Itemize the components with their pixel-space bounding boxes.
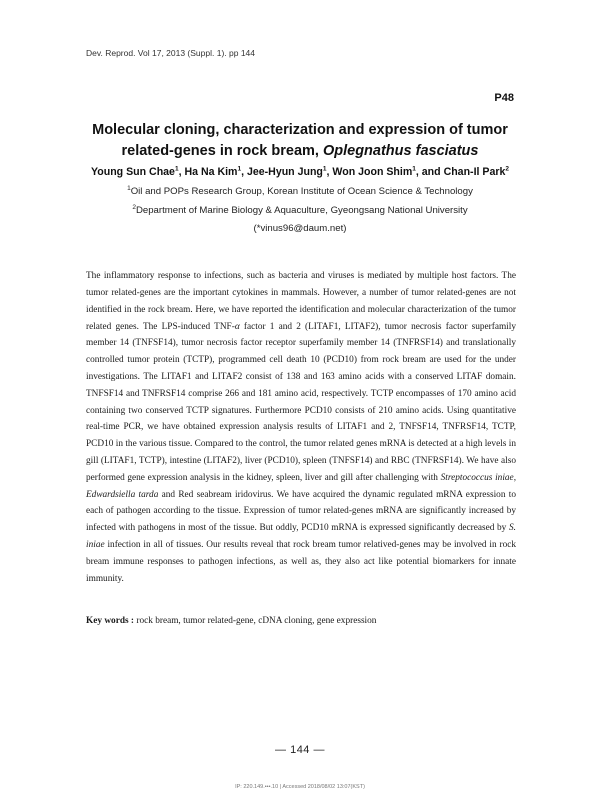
page-number: ― 144 ―	[275, 744, 325, 756]
keywords-text: rock bream, tumor related-gene, cDNA cloning, gene expression	[134, 616, 377, 626]
abstract-body	[86, 268, 516, 587]
author-separator: ,	[178, 166, 185, 178]
abstract-separator: ,	[513, 472, 517, 483]
affiliation-2-text: Department of Marine Biology & Aquaculture, Gyeongsang National University	[135, 205, 468, 216]
affiliation-1	[70, 186, 530, 197]
title-main: Molecular cloning, characterization and expression of tumor related-genes in rock bream,	[92, 122, 508, 159]
keywords	[86, 616, 376, 626]
abstract-part-2: factor 1 and 2 (LITAF1, LITAF2), tumor necrosis factor superfamily member 14 (TNFSF14), tumor necrosis factor receptor superfamily member 14 (TNFRSF14) and translationally controlled tumor protein (TCTP), programmed cell death 10 (PCD10) from rock bream are used for the under investigations. The LITAF1 and LITAF2 consist of 138 and 163 amino acids with a conserved LITAF domain. TNFSF14 and TNFRSF14 comprise 266 and 181 amino acid, respectively. TCTP encompasses of 170 amino acid containing two conserved TCTP signatures. Furthermore PCD10 consists of 210 amino acids. Using quantitative real-time PCR, we have obtained expression analysis results of LITAF1 and 2, TNFSF14, TNFRSF14, TCTP, PCD10 in the various tissue. Compared to the control, the tumor related genes mRNA is detected at a high levels in gill (LITAF1, TCTP), intestine (LITAF2), liver (PCD10), spleen (TNFSF14) and RBC (TNFRSF14). We have also performed gene expression analysis in the kidney, spleen, liver and gill after challenging with	[86, 321, 516, 483]
affiliation-1-number: 1	[127, 184, 131, 192]
pathogen-edwardsiella: Edwardsiella tarda	[86, 489, 159, 500]
abstract-part-4: infection in all of tissues. Our results reveal that rock bream tumor relatived-genes may be involved in rock bream immune responses to pathogen infections, as well as, they also act like potential biomarkers for innate immunity.	[86, 540, 516, 584]
paper-title	[86, 120, 514, 162]
abstract-part-1: The inflammatory response to infections, such as bacteria and viruses is mediated by multiple host factors. The tumor related-genes are the important cytokines in mammals. However, a number of tumor related-genes are not identified in the rock bream. Here, we have reported the identification and molecular characterization of the tumor related genes. The LPS-induced TNF-	[86, 271, 516, 332]
author-affiliation-mark: 2	[505, 165, 510, 173]
author-name: Chan-Il Park	[443, 166, 506, 178]
author-separator: , and	[415, 166, 444, 178]
journal-reference: Dev. Reprod. Vol 17, 2013 (Suppl. 1). pp 144	[86, 48, 256, 58]
affiliation-2	[70, 205, 530, 216]
affiliation-2-number: 2	[132, 203, 136, 211]
access-footer: IP: 220.149.•••.10 | Accessed 2018/08/02 13:07(KST)	[235, 784, 365, 790]
author-name: Jee-Hyun Jung	[246, 166, 323, 178]
pathogen-s-iniae: S. iniae	[86, 523, 516, 551]
corresponding-email: (*vinus96@daum.net)	[253, 223, 347, 234]
author-separator: ,	[326, 166, 333, 178]
keywords-label: Key words :	[86, 616, 135, 626]
author-name: Young Sun Chae	[90, 166, 175, 178]
affiliation-1-text: Oil and POPs Research Group, Korean Institute of Ocean Science & Technology	[130, 186, 473, 197]
title-species: Oplegnathus fasciatus	[322, 143, 479, 159]
author-affiliation-mark: 1	[322, 165, 327, 173]
author-name: Won Joon Shim	[332, 166, 413, 178]
abstract-part-3: and Red seabream iridovirus. We have acquired the dynamic regulated mRNA expression to each of pathogen according to the tissue. Expression of tumor related-genes mRNA are significantly increased by infected with pathogens in most of the tissue. But oddly, PCD10 mRNA is expressed significantly decreased by	[86, 489, 516, 534]
alpha-symbol: α	[234, 321, 240, 332]
author-affiliation-mark: 1	[412, 165, 416, 173]
author-name: Ha Na Kim	[184, 166, 238, 178]
author-affiliation-mark: 1	[237, 165, 242, 173]
author-separator: ,	[241, 166, 247, 178]
author-list	[70, 166, 530, 178]
poster-id: P48	[494, 92, 514, 104]
author-affiliation-mark: 1	[174, 165, 179, 173]
pathogen-streptococcus: Streptococcus iniae	[440, 472, 514, 483]
